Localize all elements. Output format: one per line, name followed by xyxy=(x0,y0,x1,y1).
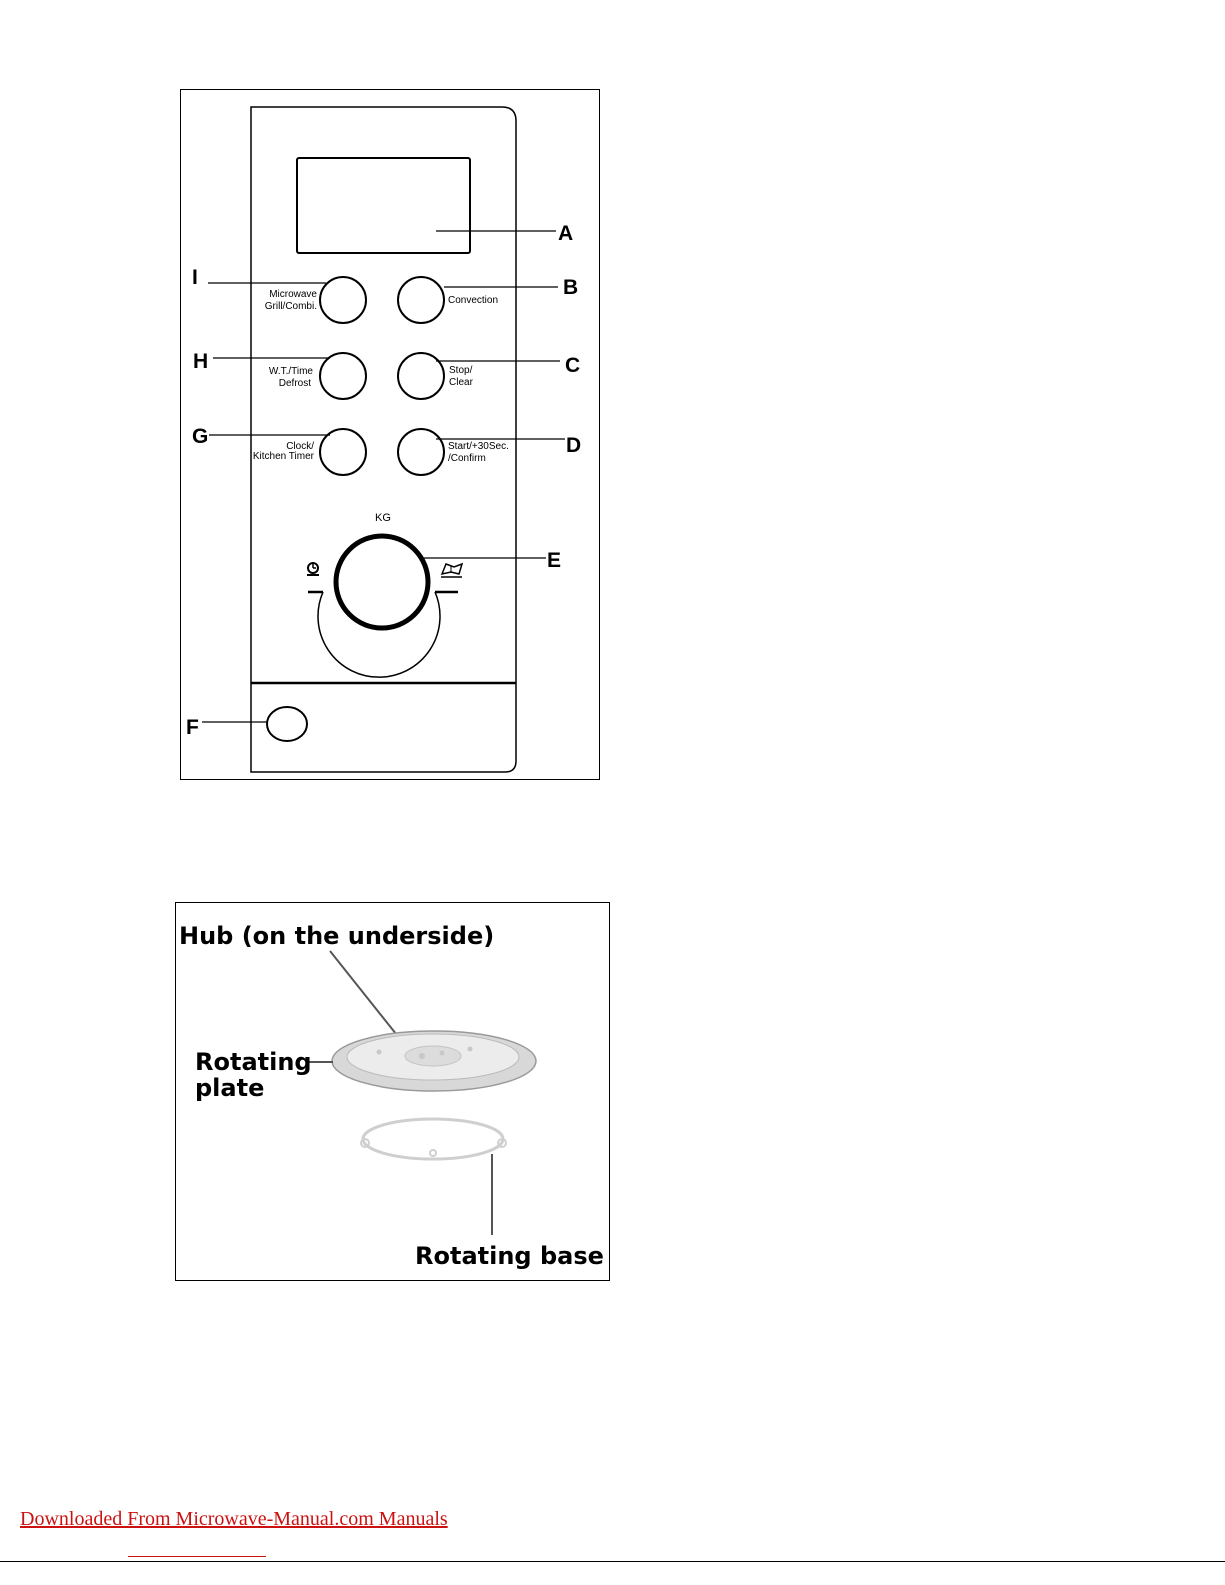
plate-label-line2: plate xyxy=(195,1074,265,1102)
turntable-figure xyxy=(175,902,610,1281)
convection-label: Convection xyxy=(448,295,499,306)
callout-h: H xyxy=(193,350,209,373)
callout-f: F xyxy=(186,716,199,739)
callout-g: G xyxy=(192,425,209,448)
door-release-button[interactable] xyxy=(267,707,307,741)
rotating-plate-illustration xyxy=(332,1031,536,1091)
stop-label-line2: Clear xyxy=(449,377,473,388)
stop-clear-button[interactable] xyxy=(398,353,444,399)
footer-download-link[interactable]: Downloaded From Microwave-Manual.com Manuals xyxy=(20,1508,448,1530)
footer-rule-accent xyxy=(128,1556,266,1557)
start-confirm-button[interactable] xyxy=(398,429,444,475)
microwave-grill-button[interactable] xyxy=(320,277,366,323)
callout-i: I xyxy=(192,266,198,289)
microwave-label-line1: Microwave xyxy=(269,289,317,300)
dial-kg-label: KG xyxy=(375,512,391,524)
weight-time-dial[interactable] xyxy=(336,536,428,628)
callout-c: C xyxy=(565,354,581,377)
wt-time-defrost-button[interactable] xyxy=(320,353,366,399)
start-label-line1: Start/+30Sec. xyxy=(448,441,509,452)
clock-label-line1: Clock/ xyxy=(286,441,314,452)
footer-rule xyxy=(0,1561,1225,1562)
clock-label-line2: Kitchen Timer xyxy=(252,451,314,462)
base-label: Rotating base xyxy=(415,1242,604,1270)
control-panel-figure xyxy=(180,89,600,780)
microwave-label-line2: Grill/Combi. xyxy=(264,301,317,312)
display-window xyxy=(297,158,470,253)
callout-d: D xyxy=(566,434,582,457)
clock-kitchen-timer-button[interactable] xyxy=(320,429,366,475)
callout-a: A xyxy=(558,222,574,245)
hub-label: Hub (on the underside) xyxy=(179,922,495,950)
wt-defrost-label-line2: Defrost xyxy=(278,378,311,389)
plate-label-line1: Rotating xyxy=(195,1048,312,1076)
callout-e: E xyxy=(547,549,562,572)
convection-button[interactable] xyxy=(398,277,444,323)
start-label-line2: /Confirm xyxy=(448,453,486,464)
callout-b: B xyxy=(563,276,579,299)
stop-label-line1: Stop/ xyxy=(449,365,473,376)
wt-defrost-label-line1: W.T./Time xyxy=(268,366,313,377)
